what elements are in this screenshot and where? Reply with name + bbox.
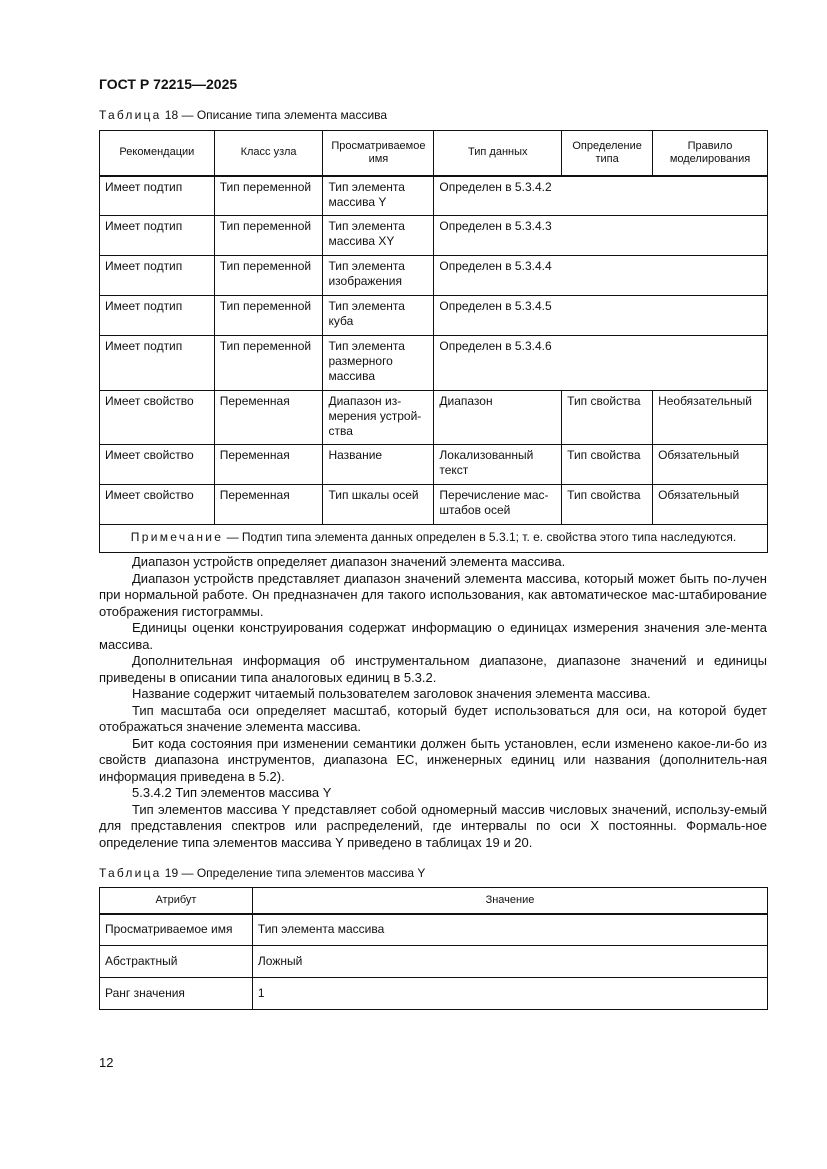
table-cell: Тип свойства xyxy=(562,485,653,525)
caption-label: Таблица xyxy=(99,866,162,880)
table-cell: Тип переменной xyxy=(214,296,323,336)
table-cell: Необязательный xyxy=(653,391,768,445)
table-row xyxy=(100,914,768,946)
paragraph: Дополнительная информация об инструментальном диапазоне, диапазоне значений и единицы приведены в описании типа аналоговых единиц в 5.3.2. xyxy=(99,653,767,685)
table-cell: Имеет подтип xyxy=(100,176,215,216)
table-18 xyxy=(99,130,768,553)
caption-text: 19 — Определение типа элементов массива Y xyxy=(164,866,426,880)
table-cell: Ранг значения xyxy=(100,978,253,1010)
paragraph: Тип элементов массива Y представляет собой одномерный массив числовых значений, использу-емый для представления спектров или распределений, где интервалы по оси Х постоянны. Формаль-ное определение типа элементов массива Y приведено в таблицах 19 и 20. xyxy=(99,801,767,850)
table-note xyxy=(100,525,768,553)
table-cell: Ложный xyxy=(252,946,767,978)
table-row xyxy=(100,445,768,485)
table-note-row xyxy=(100,525,768,553)
table-cell: Название xyxy=(323,445,434,485)
table-row xyxy=(100,336,768,391)
table-cell: Тип элемента размерного массива xyxy=(323,336,434,391)
column-header: Просматриваемое имя xyxy=(323,131,434,176)
table-cell: Тип элемента массива XY xyxy=(323,216,434,256)
table-cell: Имеет свойство xyxy=(100,445,215,485)
note-label: Примечание xyxy=(130,530,224,544)
column-header: Класс узла xyxy=(214,131,323,176)
section-heading: 5.3.4.2 Тип элементов массива Y xyxy=(132,785,332,800)
table-cell: Просматриваемое имя xyxy=(100,914,253,946)
table-cell: Тип переменной xyxy=(214,336,323,391)
column-header: Значение xyxy=(252,888,767,914)
page-number: 12 xyxy=(99,1055,114,1070)
table-cell: Имеет подтип xyxy=(100,216,215,256)
caption-label: Таблица xyxy=(99,108,162,122)
table-cell: Определен в 5.3.4.6 xyxy=(434,336,768,391)
paragraph: Тип масштаба оси определяет масштаб, который будет использоваться для оси, на которой будет отображаться значение элемента массива. xyxy=(99,702,767,734)
table-cell: Определен в 5.3.4.4 xyxy=(434,256,768,296)
table-row xyxy=(100,946,768,978)
table-cell: Обязательный xyxy=(653,445,768,485)
table-cell: Тип элемента массива xyxy=(252,914,767,946)
column-header: Определение типа xyxy=(562,131,653,176)
table-cell: Определен в 5.3.4.3 xyxy=(434,216,768,256)
table-cell: Локализованный текст xyxy=(434,445,562,485)
table-row xyxy=(100,391,768,445)
table-cell: Тип переменной xyxy=(214,176,323,216)
table-cell: Определен в 5.3.4.5 xyxy=(434,296,768,336)
table-cell: Тип шкалы осей xyxy=(323,485,434,525)
table-cell: Диапазон из-мерения устрой-ства xyxy=(323,391,434,445)
table-cell: Тип переменной xyxy=(214,256,323,296)
table-row xyxy=(100,296,768,336)
table-cell: 1 xyxy=(252,978,767,1010)
paragraph: Диапазон устройств определяет диапазон значений элемента массива. xyxy=(132,554,566,569)
paragraph: Название содержит читаемый пользователем заголовок значения элемента массива. xyxy=(132,686,651,701)
table-row xyxy=(100,978,768,1010)
paragraph: Бит кода состояния при изменении семантики должен быть установлен, если изменено какое-ли-бо из свойств диапазона инструментов, диапазона ЕС, инженерных единиц или названия (дополнитель-ная информация приведена в 5.2). xyxy=(99,735,767,784)
column-header: Тип данных xyxy=(434,131,562,176)
table-cell: Имеет свойство xyxy=(100,485,215,525)
table-cell: Тип элемента изображения xyxy=(323,256,434,296)
table-cell: Тип элемента массива Y xyxy=(323,176,434,216)
table-cell: Перечисление мас-штабов осей xyxy=(434,485,562,525)
table-cell: Тип элемента куба xyxy=(323,296,434,336)
table-row xyxy=(100,485,768,525)
body-text xyxy=(99,554,767,851)
note-text: — Подтип типа элемента данных определен в 5.3.1; т. е. свойства этого типа наследуются. xyxy=(223,530,737,544)
table-19 xyxy=(99,887,768,1010)
table-18-caption xyxy=(99,108,387,122)
document-header: ГОСТ Р 72215—2025 xyxy=(99,76,238,92)
table-row xyxy=(100,176,768,216)
table-19-caption xyxy=(99,866,425,880)
column-header: Правило моделирования xyxy=(653,131,768,176)
table-cell: Тип переменной xyxy=(214,216,323,256)
table-row xyxy=(100,256,768,296)
column-header: Рекомендации xyxy=(100,131,215,176)
table-cell: Имеет подтип xyxy=(100,296,215,336)
caption-text: 18 — Описание типа элемента массива xyxy=(164,108,388,122)
table-cell: Имеет подтип xyxy=(100,256,215,296)
table-row xyxy=(100,216,768,256)
table-cell: Переменная xyxy=(214,391,323,445)
paragraph: Единицы оценки конструирования содержат информацию о единицах измерения значения эле-мента массива. xyxy=(99,620,767,652)
table-cell: Определен в 5.3.4.2 xyxy=(434,176,768,216)
table-cell: Тип свойства xyxy=(562,391,653,445)
table-cell: Имеет свойство xyxy=(100,391,215,445)
table-cell: Обязательный xyxy=(653,485,768,525)
paragraph: Диапазон устройств представляет диапазон значений элемента массива, который может быть по-лучен при нормальной работе. Он предназначен для такого использования, как автоматическое мас-штабирование отображения гистограммы. xyxy=(99,570,767,619)
table-cell: Переменная xyxy=(214,485,323,525)
table-cell: Абстрактный xyxy=(100,946,253,978)
table-cell: Переменная xyxy=(214,445,323,485)
table-cell: Диапазон xyxy=(434,391,562,445)
table-cell: Тип свойства xyxy=(562,445,653,485)
column-header: Атрибут xyxy=(100,888,253,914)
table-cell: Имеет подтип xyxy=(100,336,215,391)
